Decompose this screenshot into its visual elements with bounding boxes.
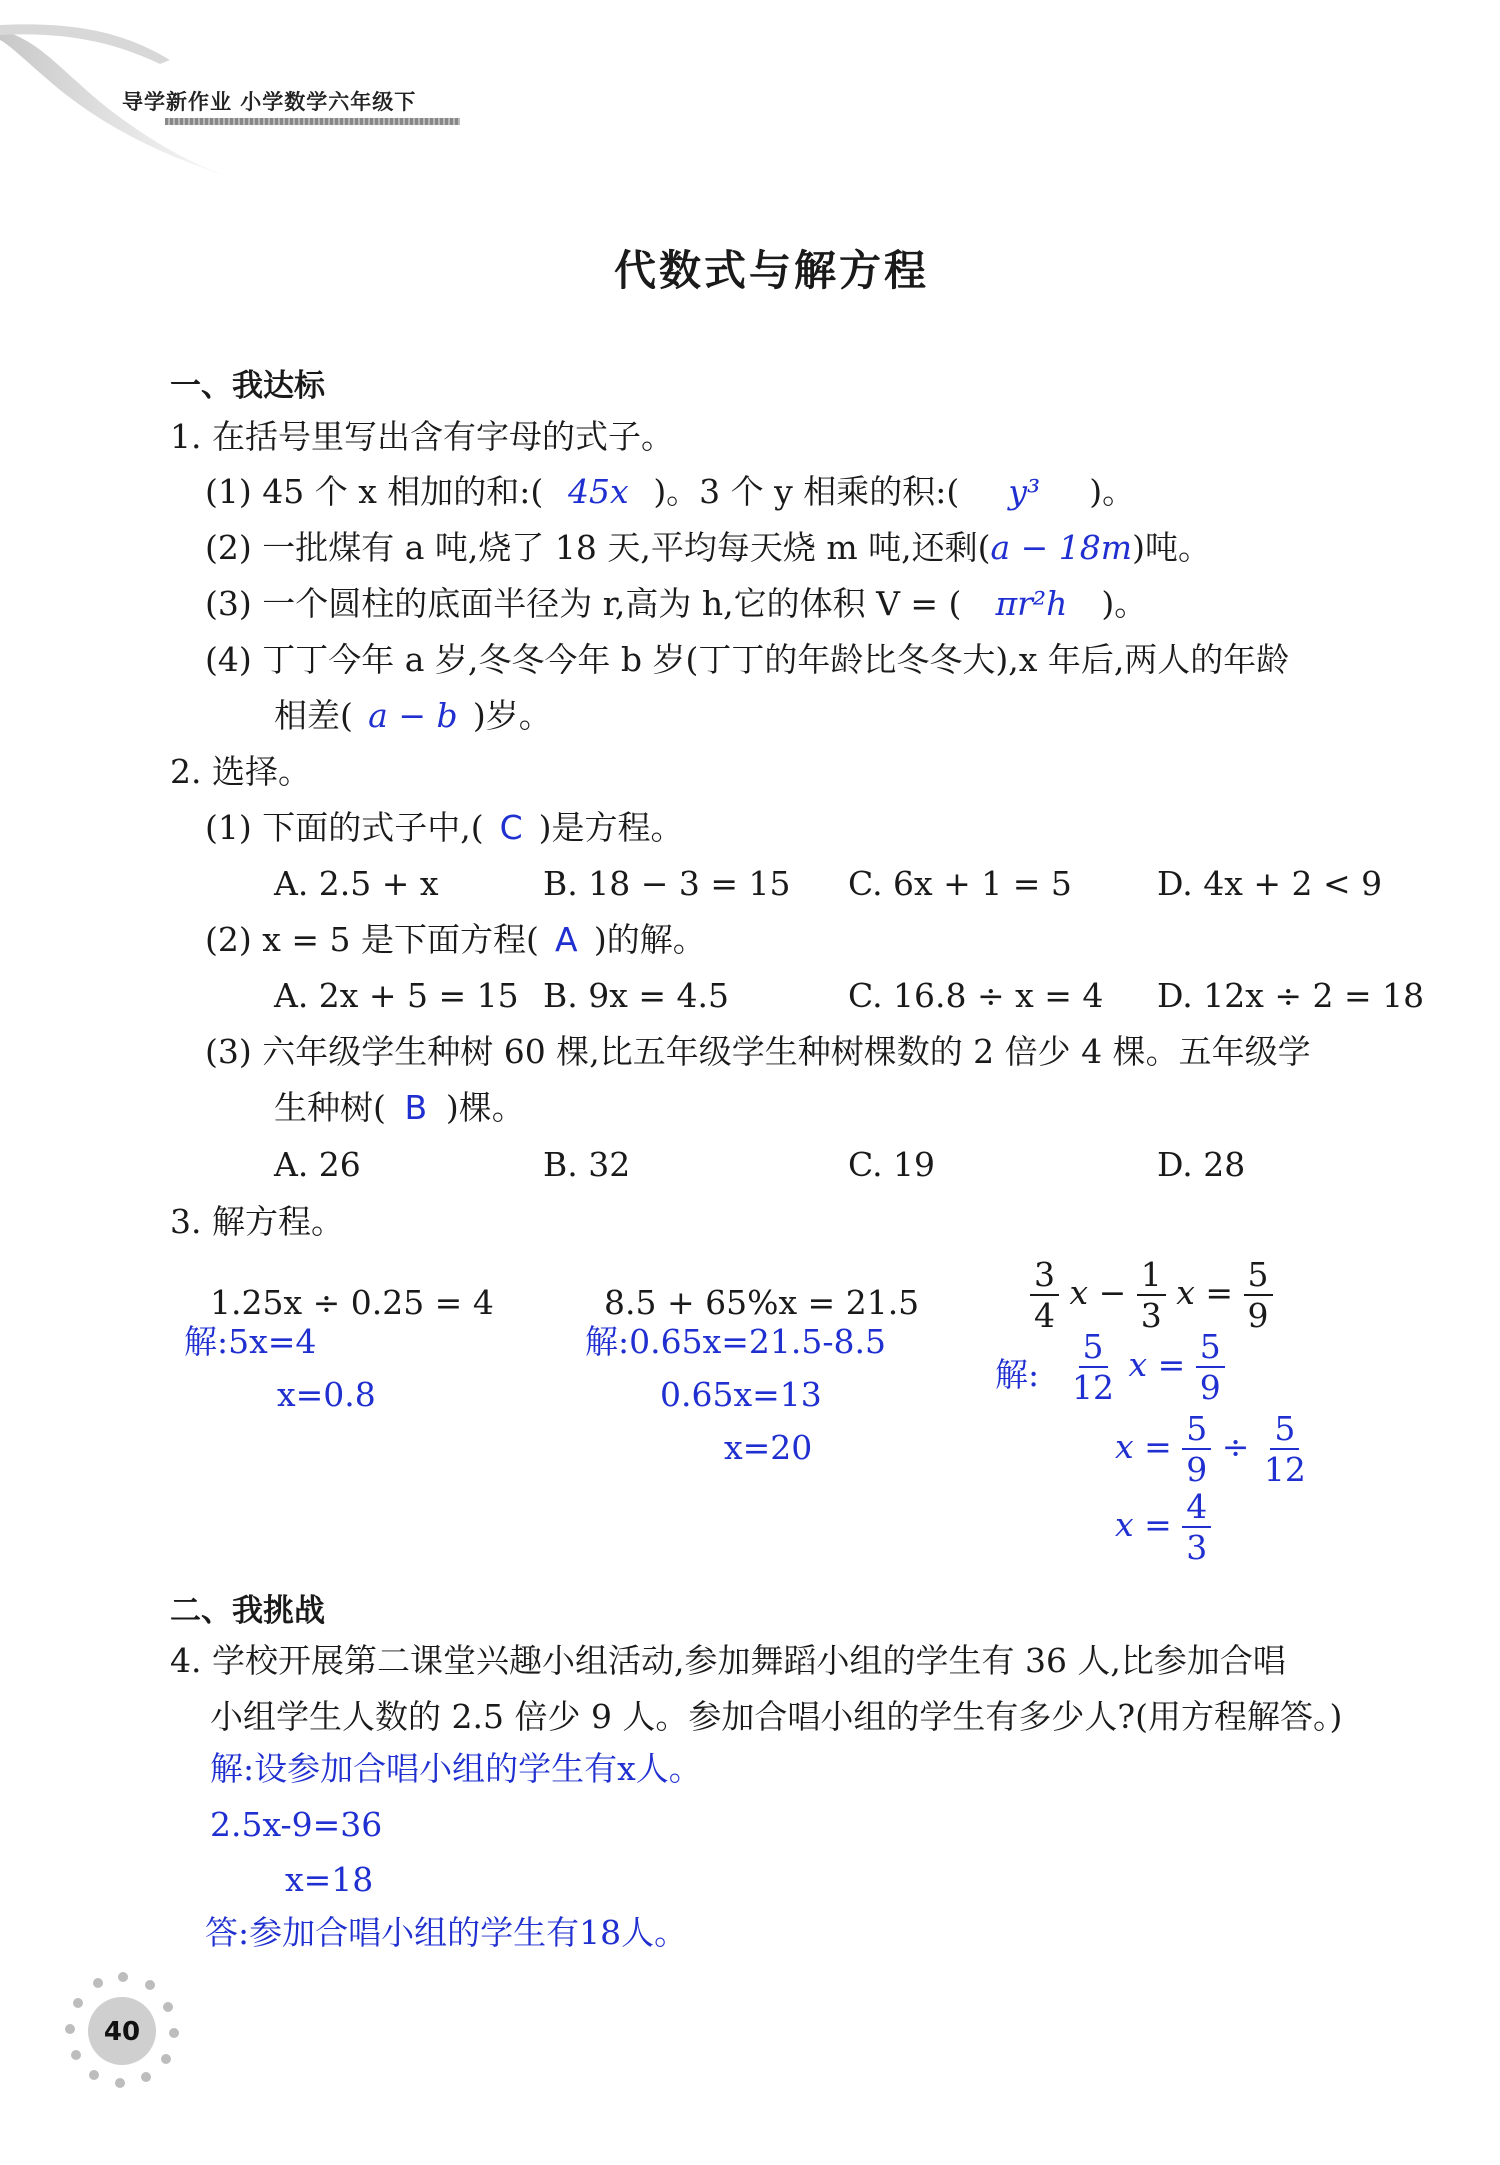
q3-eq2-problem: 8.5 + 65%x = 21.5 xyxy=(604,1283,920,1322)
q2-part3-line2: 生种树( B )棵。 xyxy=(274,1088,525,1127)
q2-stem: 2. 选择。 xyxy=(170,752,311,791)
q1-part2: (2) 一批煤有 a 吨,烧了 18 天,平均每天烧 m 吨,还剩(a − 18m)吨。 xyxy=(205,528,1211,567)
q1-part4-line2: 相差( a − b )岁。 xyxy=(274,696,552,735)
page-number: 40 xyxy=(103,2017,141,2047)
q3-eq3-solution-line1: $\frac{5}{12}$ x = $\frac{5}{9}$ xyxy=(1068,1330,1225,1404)
section1-heading: 一、我达标 xyxy=(170,368,325,404)
q2-part1-optA: A. 2.5 + x xyxy=(274,864,439,903)
q2-part2-optA: A. 2x + 5 = 15 xyxy=(274,976,519,1015)
q3-eq2-solution-line1: 解:0.65x=21.5-8.5 xyxy=(585,1322,886,1361)
q3-eq2-solution-line2: 0.65x=13 xyxy=(660,1375,822,1414)
q3-eq1-solution-line2: x=0.8 xyxy=(277,1375,376,1414)
header-rule xyxy=(165,118,460,125)
q2-part2-optD: D. 12x ÷ 2 = 18 xyxy=(1157,976,1425,1015)
q1-part1-answer2: y³ xyxy=(1008,472,1041,511)
q2-part2-optB: B. 9x = 4.5 xyxy=(543,976,729,1015)
q3-eq3-solution-line3: x = $\frac{4}{3}$ xyxy=(1115,1490,1211,1564)
q1-stem: 1. 在括号里写出含有字母的式子。 xyxy=(170,417,674,456)
q1-part1-answer1: 45x xyxy=(568,472,629,511)
q3-eq1-problem: 1.25x ÷ 0.25 = 4 xyxy=(210,1283,494,1322)
page-title: 代数式与解方程 xyxy=(614,246,930,295)
q1-part2-answer: a − 18m xyxy=(990,528,1133,567)
q2-part1-optC: C. 6x + 1 = 5 xyxy=(848,864,1072,903)
q2-part3-line1: (3) 六年级学生种树 60 棵,比五年级学生种树棵数的 2 倍少 4 棵。五年级学 xyxy=(205,1032,1311,1071)
q3-eq1-solution-line1: 解:5x=4 xyxy=(184,1322,317,1361)
q2-part3-optD: D. 28 xyxy=(1157,1145,1246,1184)
q3-eq2-solution-line3: x=20 xyxy=(724,1428,813,1467)
q2-part3-optC: C. 19 xyxy=(848,1145,936,1184)
q4-solution-line2: 2.5x-9=36 xyxy=(210,1805,383,1844)
q4-solution-line1: 解:设参加合唱小组的学生有x人。 xyxy=(210,1749,702,1788)
q4-answer: 答:参加合唱小组的学生有18人。 xyxy=(205,1913,688,1952)
q1-part4-answer: a − b xyxy=(368,696,458,735)
q1-part3: (3) 一个圆柱的底面半径为 r,高为 h,它的体积 V = ( πr²h )。 xyxy=(205,584,1148,623)
q2-part2: (2) x = 5 是下面方程( A )的解。 xyxy=(205,920,706,959)
q2-part1-optB: B. 18 − 3 = 15 xyxy=(543,864,791,903)
q2-part1-answer: C xyxy=(499,808,523,847)
q2-part1-optD: D. 4x + 2 < 9 xyxy=(1157,864,1383,903)
q2-part2-optC: C. 16.8 ÷ x = 4 xyxy=(848,976,1104,1015)
q2-part1: (1) 下面的式子中,( C )是方程。 xyxy=(205,808,684,847)
q3-stem: 3. 解方程。 xyxy=(170,1202,344,1241)
q2-part3-optA: A. 26 xyxy=(274,1145,361,1184)
q2-part2-answer: A xyxy=(555,920,578,959)
q3-eq3-problem: $\frac{3}{4}$ x − $\frac{1}{3}$ x = $\frac{5}{9}$ xyxy=(1030,1258,1273,1332)
q2-part3-optB: B. 32 xyxy=(543,1145,631,1184)
q3-eq3-jie: 解: xyxy=(995,1355,1040,1394)
header-text: 导学新作业 小学数学六年级下 xyxy=(122,90,417,114)
section2-heading: 二、我挑战 xyxy=(170,1593,325,1629)
q1-part3-answer: πr²h xyxy=(995,584,1068,623)
q1-part4-line1: (4) 丁丁今年 a 岁,冬冬今年 b 岁(丁丁的年龄比冬冬大),x 年后,两人的年龄 xyxy=(205,640,1290,679)
q3-eq3-solution-line2: x = $\frac{5}{9}$ ÷ $\frac{5}{12}$ xyxy=(1115,1409,1306,1489)
q1-part1: (1) 45 个 x 相加的和:( 45x )。3 个 y 相乘的积:( y³ )。 xyxy=(205,472,1136,511)
q4-line1: 4. 学校开展第二课堂兴趣小组活动,参加舞蹈小组的学生有 36 人,比参加合唱 xyxy=(170,1641,1286,1680)
q4-line2: 小组学生人数的 2.5 倍少 9 人。参加合唱小组的学生有多少人?(用方程解答。) xyxy=(210,1697,1343,1736)
q2-part3-answer: B xyxy=(404,1088,428,1127)
q4-solution-line3: x=18 xyxy=(285,1860,374,1899)
